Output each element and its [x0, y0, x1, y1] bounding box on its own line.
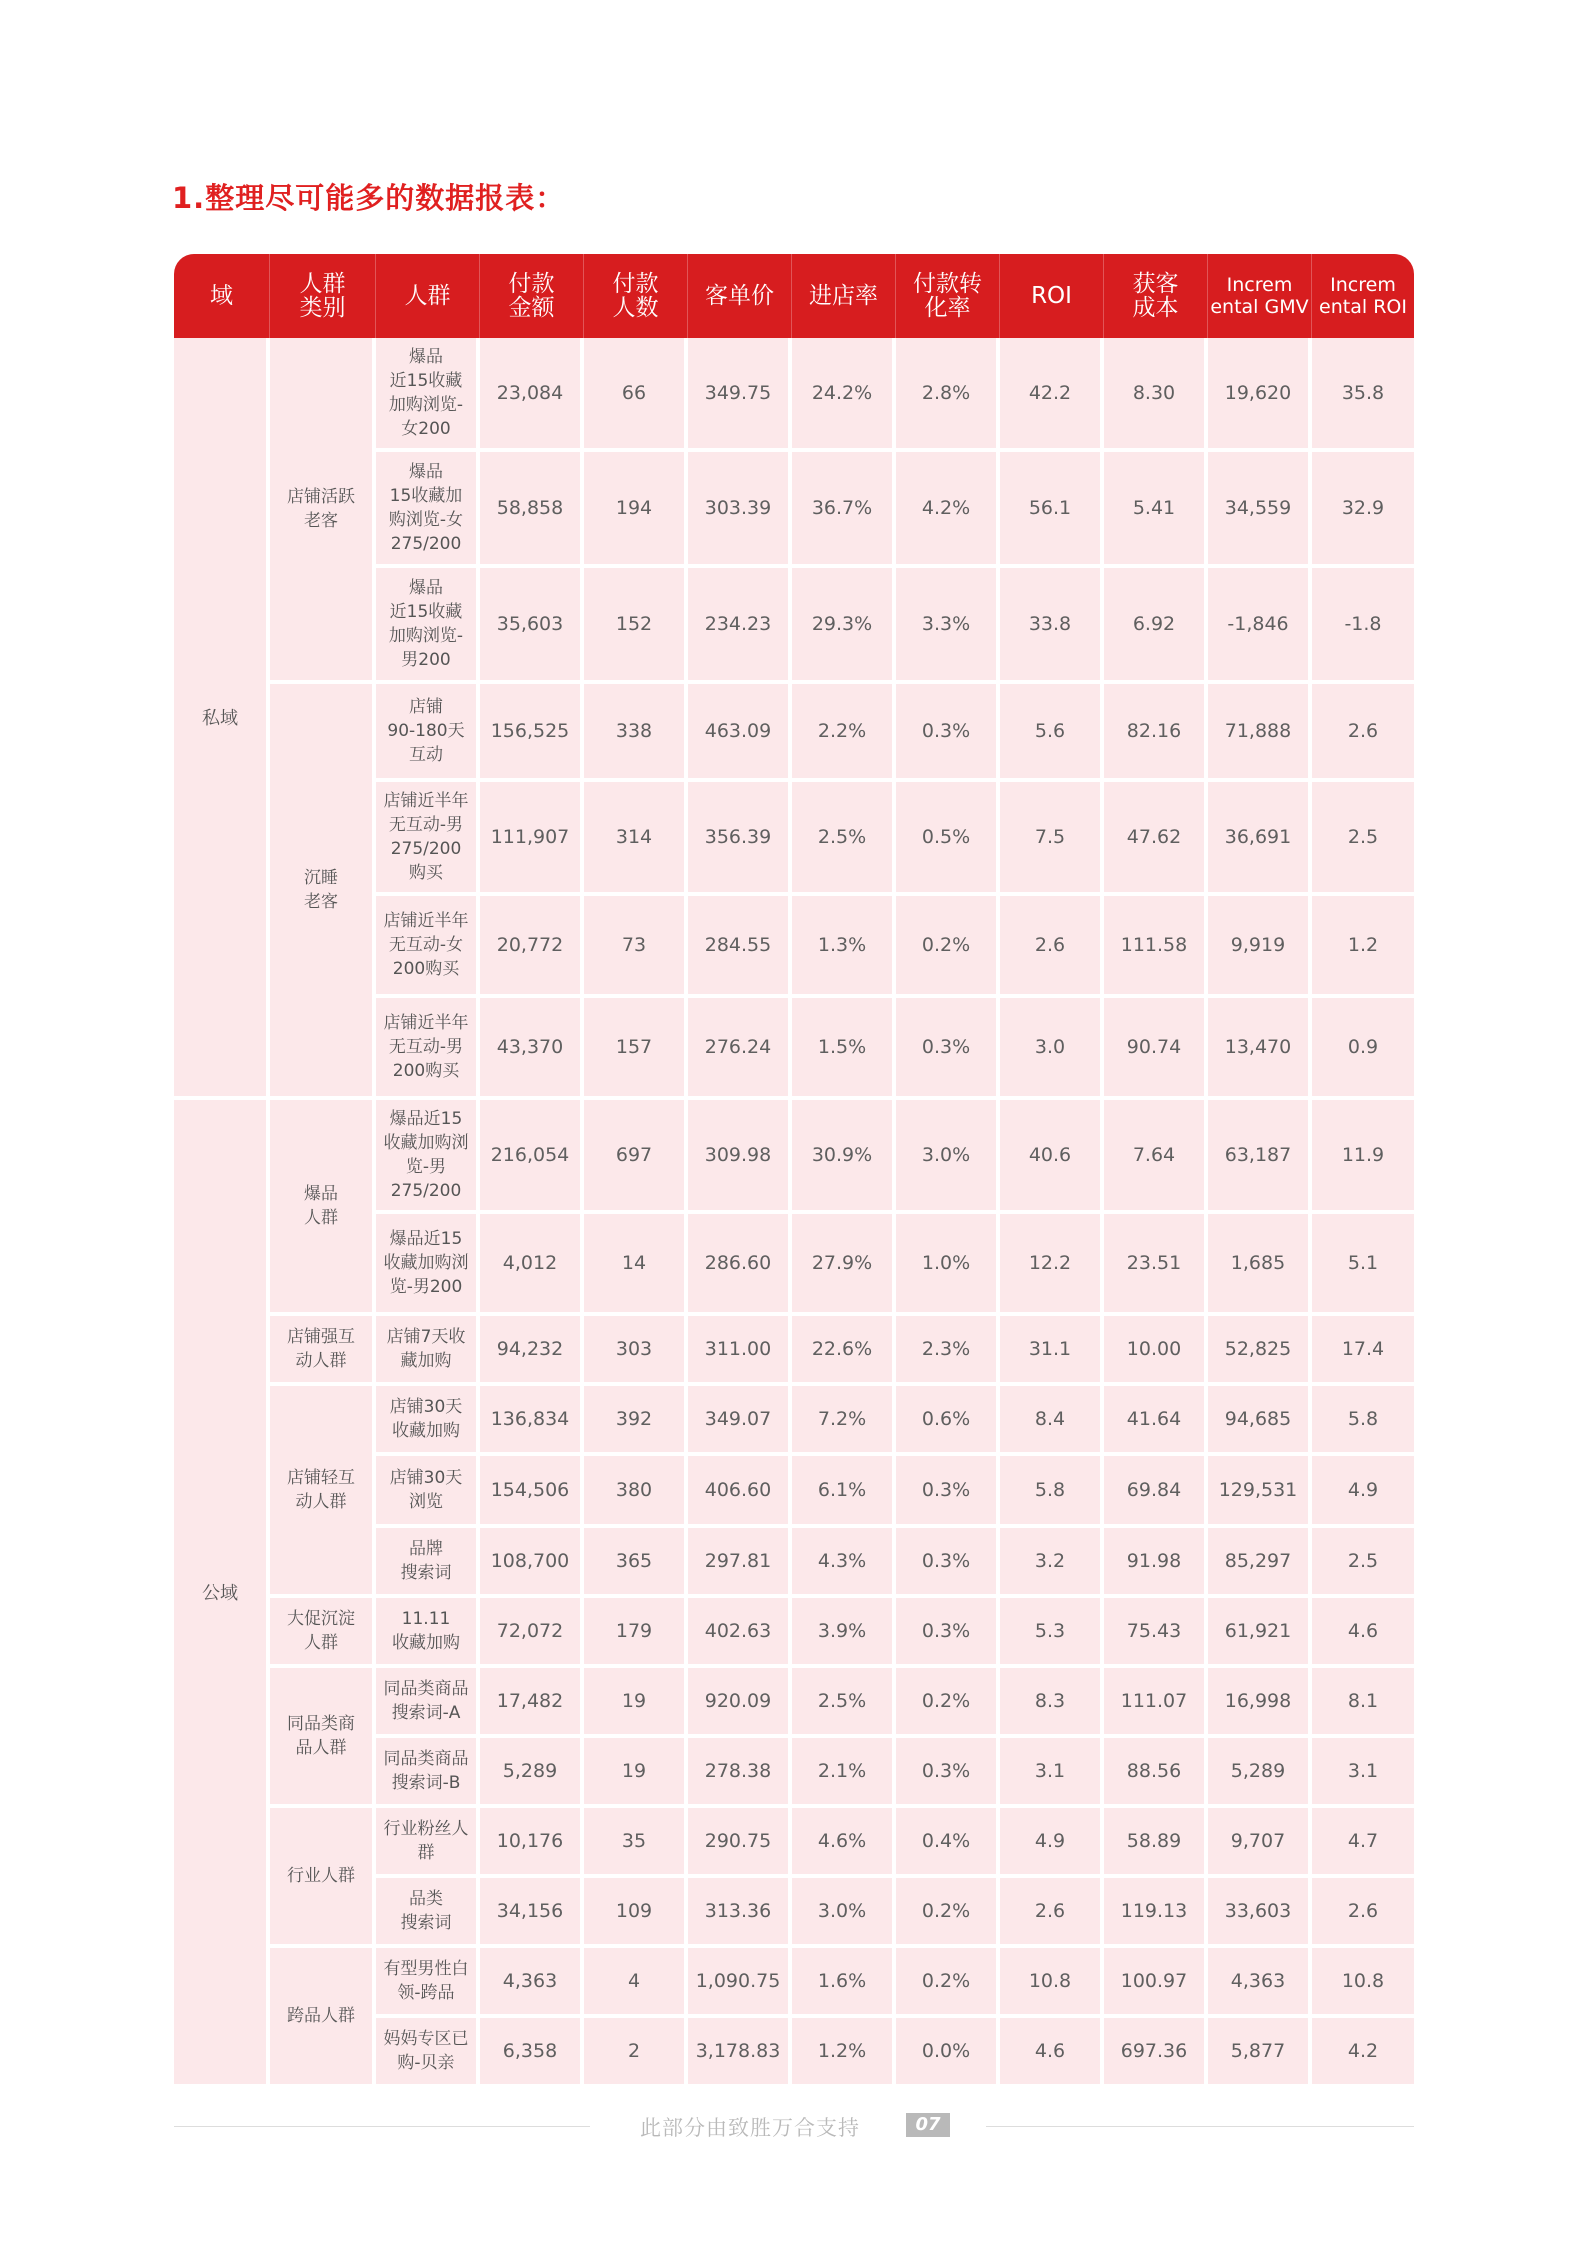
value-cell: 5,877: [1208, 2018, 1312, 2088]
value-cell: 311.00: [688, 1316, 792, 1386]
value-cell: 88.56: [1104, 1738, 1208, 1808]
value-cell: 71,888: [1208, 684, 1312, 782]
value-cell: 303: [584, 1316, 688, 1386]
value-cell: 9,707: [1208, 1808, 1312, 1878]
value-cell: 2.1%: [792, 1738, 896, 1808]
audience-cell: 爆品近15 收藏加购浏 览-男 275/200: [376, 1100, 480, 1214]
value-cell: 0.3%: [896, 1456, 1000, 1528]
value-cell: 16,998: [1208, 1668, 1312, 1738]
value-cell: 58,858: [480, 452, 584, 568]
value-cell: 1.2%: [792, 2018, 896, 2088]
value-cell: 34,559: [1208, 452, 1312, 568]
value-cell: 94,685: [1208, 1386, 1312, 1456]
value-cell: 349.75: [688, 338, 792, 452]
value-cell: 75.43: [1104, 1598, 1208, 1668]
value-cell: 11.9: [1312, 1100, 1414, 1214]
value-cell: 313.36: [688, 1878, 792, 1948]
value-cell: 4.9: [1312, 1456, 1414, 1528]
column-header-3: 付款 金额: [480, 254, 584, 338]
column-header-11: Increm ental ROI: [1312, 254, 1414, 338]
value-cell: 108,700: [480, 1528, 584, 1598]
value-cell: -1.8: [1312, 568, 1414, 684]
value-cell: 73: [584, 896, 688, 998]
category-cell: 行业人群: [270, 1808, 376, 1948]
value-cell: 31.1: [1000, 1316, 1104, 1386]
value-cell: 17.4: [1312, 1316, 1414, 1386]
value-cell: 8.3: [1000, 1668, 1104, 1738]
value-cell: 1.0%: [896, 1214, 1000, 1316]
value-cell: 697: [584, 1100, 688, 1214]
value-cell: 920.09: [688, 1668, 792, 1738]
value-cell: 297.81: [688, 1528, 792, 1598]
value-cell: 111.07: [1104, 1668, 1208, 1738]
column-header-0: 域: [174, 254, 270, 338]
value-cell: 338: [584, 684, 688, 782]
domain-cell: 公域: [174, 1100, 270, 2088]
audience-cell: 品牌 搜索词: [376, 1528, 480, 1598]
column-header-6: 进店率: [792, 254, 896, 338]
value-cell: 697.36: [1104, 2018, 1208, 2088]
value-cell: 2.8%: [896, 338, 1000, 452]
column-header-8: ROI: [1000, 254, 1104, 338]
value-cell: 23,084: [480, 338, 584, 452]
audience-cell: 爆品近15 收藏加购浏 览-男200: [376, 1214, 480, 1316]
value-cell: 13,470: [1208, 998, 1312, 1100]
value-cell: 2.6: [1000, 896, 1104, 998]
value-cell: 4,363: [480, 1948, 584, 2018]
value-cell: 111.58: [1104, 896, 1208, 998]
value-cell: 6.92: [1104, 568, 1208, 684]
value-cell: 33,603: [1208, 1878, 1312, 1948]
value-cell: 2.6: [1312, 684, 1414, 782]
value-cell: 278.38: [688, 1738, 792, 1808]
value-cell: 19,620: [1208, 338, 1312, 452]
value-cell: 0.0%: [896, 2018, 1000, 2088]
value-cell: 52,825: [1208, 1316, 1312, 1386]
page-title: 1.整理尽可能多的数据报表：: [172, 181, 566, 215]
domain-cell: 私域: [174, 338, 270, 1100]
value-cell: 4,363: [1208, 1948, 1312, 2018]
table-row: [174, 338, 1414, 452]
value-cell: 154,506: [480, 1456, 584, 1528]
value-cell: 234.23: [688, 568, 792, 684]
value-cell: 20,772: [480, 896, 584, 998]
category-cell: 同品类商 品人群: [270, 1668, 376, 1808]
value-cell: 19: [584, 1738, 688, 1808]
value-cell: 4.6: [1000, 2018, 1104, 2088]
value-cell: 380: [584, 1456, 688, 1528]
category-cell: 店铺轻互 动人群: [270, 1386, 376, 1598]
value-cell: 286.60: [688, 1214, 792, 1316]
audience-cell: 同品类商品 搜索词-B: [376, 1738, 480, 1808]
value-cell: 8.4: [1000, 1386, 1104, 1456]
value-cell: 309.98: [688, 1100, 792, 1214]
value-cell: 2.5: [1312, 1528, 1414, 1598]
value-cell: 0.6%: [896, 1386, 1000, 1456]
value-cell: 216,054: [480, 1100, 584, 1214]
value-cell: 23.51: [1104, 1214, 1208, 1316]
value-cell: 14: [584, 1214, 688, 1316]
value-cell: 10.8: [1312, 1948, 1414, 2018]
value-cell: 109: [584, 1878, 688, 1948]
value-cell: 35.8: [1312, 338, 1414, 452]
category-cell: 大促沉淀 人群: [270, 1598, 376, 1668]
value-cell: 0.4%: [896, 1808, 1000, 1878]
value-cell: 3.3%: [896, 568, 1000, 684]
value-cell: 5.6: [1000, 684, 1104, 782]
value-cell: 290.75: [688, 1808, 792, 1878]
value-cell: 349.07: [688, 1386, 792, 1456]
value-cell: 35,603: [480, 568, 584, 684]
value-cell: 4.6%: [792, 1808, 896, 1878]
value-cell: 136,834: [480, 1386, 584, 1456]
value-cell: 4: [584, 1948, 688, 2018]
column-header-10: Increm ental GMV: [1208, 254, 1312, 338]
value-cell: 42.2: [1000, 338, 1104, 452]
audience-cell: 店铺近半年 无互动-女 200购买: [376, 896, 480, 998]
value-cell: 3.0: [1000, 998, 1104, 1100]
audience-cell: 店铺 90-180天 互动: [376, 684, 480, 782]
value-cell: 2.3%: [896, 1316, 1000, 1386]
value-cell: 4.6: [1312, 1598, 1414, 1668]
table-row: [174, 1948, 1414, 2018]
value-cell: 3,178.83: [688, 2018, 792, 2088]
value-cell: 0.2%: [896, 1668, 1000, 1738]
audience-cell: 行业粉丝人 群: [376, 1808, 480, 1878]
value-cell: 1.3%: [792, 896, 896, 998]
value-cell: 1,090.75: [688, 1948, 792, 2018]
value-cell: 2.2%: [792, 684, 896, 782]
value-cell: 3.1: [1000, 1738, 1104, 1808]
table-row: [174, 1598, 1414, 1668]
value-cell: 5,289: [1208, 1738, 1312, 1808]
column-header-7: 付款转 化率: [896, 254, 1000, 338]
value-cell: 111,907: [480, 782, 584, 896]
value-cell: 22.6%: [792, 1316, 896, 1386]
value-cell: 36.7%: [792, 452, 896, 568]
value-cell: 0.3%: [896, 1528, 1000, 1598]
value-cell: 24.2%: [792, 338, 896, 452]
value-cell: 0.5%: [896, 782, 1000, 896]
value-cell: 157: [584, 998, 688, 1100]
value-cell: 91.98: [1104, 1528, 1208, 1598]
value-cell: 3.1: [1312, 1738, 1414, 1808]
value-cell: 100.97: [1104, 1948, 1208, 2018]
value-cell: 2.5%: [792, 1668, 896, 1738]
value-cell: 5.8: [1312, 1386, 1414, 1456]
value-cell: 2.5: [1312, 782, 1414, 896]
value-cell: 463.09: [688, 684, 792, 782]
value-cell: 284.55: [688, 896, 792, 998]
value-cell: 194: [584, 452, 688, 568]
value-cell: 0.9: [1312, 998, 1414, 1100]
column-header-5: 客单价: [688, 254, 792, 338]
table-body: [174, 338, 1414, 2088]
value-cell: 66: [584, 338, 688, 452]
data-report-table-container: [174, 254, 1414, 2088]
category-cell: 跨品人群: [270, 1948, 376, 2088]
value-cell: 2.5%: [792, 782, 896, 896]
value-cell: 35: [584, 1808, 688, 1878]
value-cell: 7.5: [1000, 782, 1104, 896]
audience-cell: 店铺30天 收藏加购: [376, 1386, 480, 1456]
value-cell: 156,525: [480, 684, 584, 782]
value-cell: 4,012: [480, 1214, 584, 1316]
value-cell: 43,370: [480, 998, 584, 1100]
value-cell: 29.3%: [792, 568, 896, 684]
value-cell: 119.13: [1104, 1878, 1208, 1948]
data-report-table: [174, 254, 1414, 2088]
value-cell: 10,176: [480, 1808, 584, 1878]
table-header: [174, 254, 1414, 338]
audience-cell: 爆品 近15收藏 加购浏览- 女200: [376, 338, 480, 452]
column-header-2: 人群: [376, 254, 480, 338]
audience-cell: 同品类商品 搜索词-A: [376, 1668, 480, 1738]
category-cell: 店铺活跃 老客: [270, 338, 376, 684]
value-cell: 32.9: [1312, 452, 1414, 568]
value-cell: 2.6: [1312, 1878, 1414, 1948]
value-cell: 7.64: [1104, 1100, 1208, 1214]
value-cell: 4.2: [1312, 2018, 1414, 2088]
value-cell: 5.41: [1104, 452, 1208, 568]
audience-cell: 店铺7天收 藏加购: [376, 1316, 480, 1386]
value-cell: 4.7: [1312, 1808, 1414, 1878]
footer-rule-right: [986, 2126, 1414, 2127]
value-cell: 33.8: [1000, 568, 1104, 684]
audience-cell: 店铺30天 浏览: [376, 1456, 480, 1528]
value-cell: 4.3%: [792, 1528, 896, 1598]
value-cell: 129,531: [1208, 1456, 1312, 1528]
value-cell: 1,685: [1208, 1214, 1312, 1316]
footer-rule-left: [174, 2126, 590, 2127]
value-cell: 17,482: [480, 1668, 584, 1738]
value-cell: 6,358: [480, 2018, 584, 2088]
table-row: [174, 1316, 1414, 1386]
value-cell: 2: [584, 2018, 688, 2088]
value-cell: 36,691: [1208, 782, 1312, 896]
value-cell: 0.2%: [896, 1878, 1000, 1948]
value-cell: 8.30: [1104, 338, 1208, 452]
value-cell: 72,072: [480, 1598, 584, 1668]
value-cell: 63,187: [1208, 1100, 1312, 1214]
column-header-1: 人群 类别: [270, 254, 376, 338]
value-cell: 85,297: [1208, 1528, 1312, 1598]
value-cell: 3.0%: [792, 1878, 896, 1948]
value-cell: 392: [584, 1386, 688, 1456]
value-cell: 6.1%: [792, 1456, 896, 1528]
audience-cell: 店铺近半年 无互动-男 275/200 购买: [376, 782, 480, 896]
column-header-4: 付款 人数: [584, 254, 688, 338]
value-cell: 0.3%: [896, 998, 1000, 1100]
audience-cell: 11.11 收藏加购: [376, 1598, 480, 1668]
value-cell: 47.62: [1104, 782, 1208, 896]
value-cell: 3.0%: [896, 1100, 1000, 1214]
category-cell: 爆品 人群: [270, 1100, 376, 1316]
value-cell: 1.6%: [792, 1948, 896, 2018]
footer-credit: 此部分由致胜万合支持: [640, 2116, 860, 2140]
table-row: [174, 1100, 1414, 1214]
value-cell: 19: [584, 1668, 688, 1738]
column-header-9: 获客 成本: [1104, 254, 1208, 338]
value-cell: 0.2%: [896, 1948, 1000, 2018]
value-cell: 0.3%: [896, 1738, 1000, 1808]
value-cell: 3.2: [1000, 1528, 1104, 1598]
value-cell: 10.8: [1000, 1948, 1104, 2018]
table-row: [174, 1386, 1414, 1456]
value-cell: 40.6: [1000, 1100, 1104, 1214]
value-cell: 314: [584, 782, 688, 896]
audience-cell: 爆品 15收藏加 购浏览-女 275/200: [376, 452, 480, 568]
audience-cell: 品类 搜索词: [376, 1878, 480, 1948]
value-cell: 8.1: [1312, 1668, 1414, 1738]
audience-cell: 妈妈专区已 购-贝亲: [376, 2018, 480, 2088]
value-cell: 69.84: [1104, 1456, 1208, 1528]
value-cell: 303.39: [688, 452, 792, 568]
value-cell: 82.16: [1104, 684, 1208, 782]
value-cell: -1,846: [1208, 568, 1312, 684]
value-cell: 90.74: [1104, 998, 1208, 1100]
value-cell: 7.2%: [792, 1386, 896, 1456]
value-cell: 58.89: [1104, 1808, 1208, 1878]
value-cell: 5.3: [1000, 1598, 1104, 1668]
table-row: [174, 1808, 1414, 1878]
table-row: [174, 1668, 1414, 1738]
audience-cell: 爆品 近15收藏 加购浏览- 男200: [376, 568, 480, 684]
value-cell: 41.64: [1104, 1386, 1208, 1456]
value-cell: 5,289: [480, 1738, 584, 1808]
category-cell: 店铺强互 动人群: [270, 1316, 376, 1386]
value-cell: 365: [584, 1528, 688, 1598]
value-cell: 4.2%: [896, 452, 1000, 568]
table-row: [174, 684, 1414, 782]
value-cell: 1.2: [1312, 896, 1414, 998]
value-cell: 356.39: [688, 782, 792, 896]
value-cell: 27.9%: [792, 1214, 896, 1316]
value-cell: 1.5%: [792, 998, 896, 1100]
value-cell: 56.1: [1000, 452, 1104, 568]
value-cell: 152: [584, 568, 688, 684]
value-cell: 4.9: [1000, 1808, 1104, 1878]
value-cell: 30.9%: [792, 1100, 896, 1214]
value-cell: 3.9%: [792, 1598, 896, 1668]
value-cell: 5.8: [1000, 1456, 1104, 1528]
page-number: 07: [906, 2113, 950, 2137]
value-cell: 61,921: [1208, 1598, 1312, 1668]
value-cell: 0.2%: [896, 896, 1000, 998]
value-cell: 276.24: [688, 998, 792, 1100]
value-cell: 406.60: [688, 1456, 792, 1528]
value-cell: 0.3%: [896, 684, 1000, 782]
value-cell: 12.2: [1000, 1214, 1104, 1316]
value-cell: 402.63: [688, 1598, 792, 1668]
value-cell: 179: [584, 1598, 688, 1668]
value-cell: 5.1: [1312, 1214, 1414, 1316]
value-cell: 9,919: [1208, 896, 1312, 998]
audience-cell: 有型男性白 领-跨品: [376, 1948, 480, 2018]
value-cell: 94,232: [480, 1316, 584, 1386]
audience-cell: 店铺近半年 无互动-男 200购买: [376, 998, 480, 1100]
value-cell: 0.3%: [896, 1598, 1000, 1668]
value-cell: 10.00: [1104, 1316, 1208, 1386]
category-cell: 沉睡 老客: [270, 684, 376, 1100]
value-cell: 2.6: [1000, 1878, 1104, 1948]
value-cell: 34,156: [480, 1878, 584, 1948]
